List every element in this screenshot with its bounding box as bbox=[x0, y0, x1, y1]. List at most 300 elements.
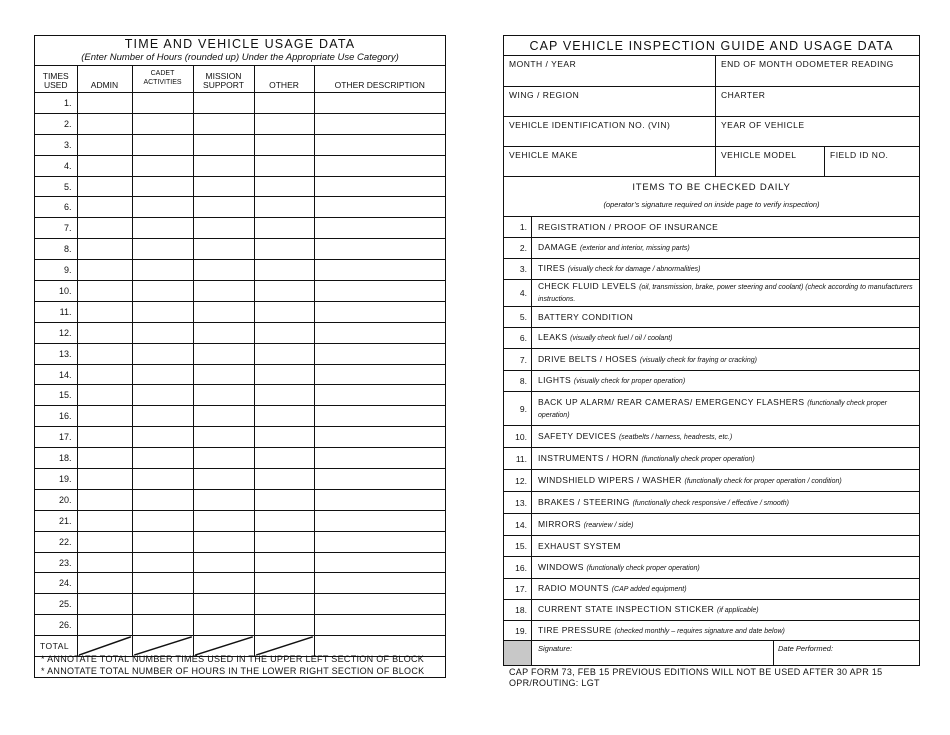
charter-field[interactable]: CHARTER bbox=[715, 87, 919, 116]
usage-table bbox=[35, 65, 445, 657]
usage-row bbox=[35, 155, 445, 176]
other-cell[interactable] bbox=[254, 93, 314, 114]
usage-row bbox=[35, 469, 445, 490]
total-label: TOTAL bbox=[35, 636, 77, 657]
item-text bbox=[538, 238, 913, 258]
mission-cell[interactable] bbox=[193, 322, 254, 343]
admin-cell[interactable] bbox=[77, 155, 132, 176]
other-cell[interactable] bbox=[254, 322, 314, 343]
usage-row bbox=[35, 239, 445, 260]
other-cell[interactable] bbox=[254, 239, 314, 260]
cadet-cell[interactable] bbox=[132, 176, 193, 197]
row-number: 5. bbox=[35, 176, 77, 197]
row-number: 2. bbox=[35, 113, 77, 134]
other-description-cell[interactable] bbox=[314, 239, 445, 260]
cadet-cell[interactable] bbox=[132, 260, 193, 281]
other-cell[interactable] bbox=[254, 406, 314, 427]
item-name: TIRE PRESSURE bbox=[538, 624, 612, 635]
item-text bbox=[538, 259, 913, 279]
usage-row bbox=[35, 510, 445, 531]
admin-cell[interactable] bbox=[77, 176, 132, 197]
item-detail: (if applicable) bbox=[716, 607, 759, 614]
other-description-cell[interactable] bbox=[314, 134, 445, 155]
item-number: 6. bbox=[504, 328, 532, 348]
item-number: 13. bbox=[504, 492, 532, 513]
item-text bbox=[538, 307, 913, 327]
inspection-item bbox=[504, 216, 919, 237]
item-detail: (functionally check proper operation) bbox=[641, 455, 755, 463]
item-detail: (functionally check for proper operation / condition) bbox=[684, 477, 842, 485]
cadet-cell[interactable] bbox=[132, 239, 193, 260]
item-text bbox=[538, 579, 913, 599]
other-cell[interactable] bbox=[254, 531, 314, 552]
header-mission-support: MISSION SUPPORT bbox=[193, 66, 254, 93]
cadet-cell[interactable] bbox=[132, 155, 193, 176]
item-text bbox=[538, 328, 913, 348]
wing-region-field[interactable]: WING / REGION bbox=[509, 90, 580, 100]
mission-cell[interactable] bbox=[193, 489, 254, 510]
admin-cell[interactable] bbox=[77, 239, 132, 260]
item-name: DRIVE BELTS / HOSES bbox=[538, 353, 638, 364]
admin-cell[interactable] bbox=[77, 448, 132, 469]
inspection-item bbox=[504, 327, 919, 348]
other-description-cell[interactable] bbox=[314, 427, 445, 448]
item-detail: (rearview / side) bbox=[583, 521, 634, 529]
mission-cell[interactable] bbox=[193, 301, 254, 322]
other-cell[interactable] bbox=[254, 448, 314, 469]
other-description-cell[interactable] bbox=[314, 448, 445, 469]
cadet-cell[interactable] bbox=[132, 301, 193, 322]
signature-row bbox=[504, 640, 919, 665]
item-text bbox=[538, 217, 913, 237]
inspection-item bbox=[504, 535, 919, 556]
inspection-item bbox=[504, 447, 919, 469]
item-number: 15. bbox=[504, 536, 532, 556]
shaded-cell bbox=[504, 641, 532, 665]
cadet-cell[interactable] bbox=[132, 552, 193, 573]
other-cell[interactable] bbox=[254, 301, 314, 322]
item-number: 11. bbox=[504, 448, 532, 469]
item-detail: (functionally check responsive / effective / smooth) bbox=[632, 499, 789, 507]
item-text bbox=[538, 426, 913, 447]
date-performed-field[interactable]: Date Performed: bbox=[773, 641, 919, 665]
mission-cell[interactable] bbox=[193, 134, 254, 155]
item-text bbox=[538, 392, 913, 425]
admin-cell[interactable] bbox=[77, 134, 132, 155]
time-vehicle-usage-form bbox=[34, 35, 446, 678]
admin-cell[interactable] bbox=[77, 489, 132, 510]
mission-cell[interactable] bbox=[193, 155, 254, 176]
other-cell[interactable] bbox=[254, 427, 314, 448]
admin-cell[interactable] bbox=[77, 594, 132, 615]
inspection-item bbox=[504, 513, 919, 535]
inspection-item bbox=[504, 279, 919, 306]
other-description-cell[interactable] bbox=[314, 93, 445, 114]
mission-cell[interactable] bbox=[193, 427, 254, 448]
item-number: 18. bbox=[504, 600, 532, 620]
item-number: 1. bbox=[504, 217, 532, 237]
usage-row bbox=[35, 281, 445, 302]
header-row-1 bbox=[504, 55, 919, 86]
other-cell[interactable] bbox=[254, 176, 314, 197]
cadet-cell[interactable] bbox=[132, 322, 193, 343]
item-number: 2. bbox=[504, 238, 532, 258]
item-name: BACK UP ALARM/ REAR CAMERAS/ EMERGENCY FLASHERS bbox=[538, 396, 805, 407]
other-cell[interactable] bbox=[254, 218, 314, 239]
item-name: INSTRUMENTS / HORN bbox=[538, 452, 639, 463]
cadet-cell[interactable] bbox=[132, 427, 193, 448]
admin-cell[interactable] bbox=[77, 615, 132, 636]
inspection-item bbox=[504, 425, 919, 447]
daily-checks-title: ITEMS TO BE CHECKED DAILY bbox=[632, 182, 791, 193]
row-number: 19. bbox=[35, 469, 77, 490]
inspection-item bbox=[504, 491, 919, 513]
admin-cell[interactable] bbox=[77, 197, 132, 218]
row-number: 4. bbox=[35, 155, 77, 176]
cadet-cell[interactable] bbox=[132, 615, 193, 636]
other-cell[interactable] bbox=[254, 615, 314, 636]
other-description-cell[interactable] bbox=[314, 594, 445, 615]
other-description-cell[interactable] bbox=[314, 364, 445, 385]
row-number: 26. bbox=[35, 615, 77, 636]
admin-cell[interactable] bbox=[77, 385, 132, 406]
other-description-cell[interactable] bbox=[314, 489, 445, 510]
mission-cell[interactable] bbox=[193, 385, 254, 406]
other-cell[interactable] bbox=[254, 134, 314, 155]
mission-cell[interactable] bbox=[193, 615, 254, 636]
admin-cell[interactable] bbox=[77, 469, 132, 490]
usage-row bbox=[35, 385, 445, 406]
header-admin: ADMIN bbox=[77, 66, 132, 93]
item-name: DAMAGE bbox=[538, 242, 578, 252]
item-detail: (functionally check proper operation) bbox=[586, 564, 700, 572]
usage-row bbox=[35, 406, 445, 427]
note-hours: * ANNOTATE TOTAL NUMBER OF HOURS IN THE LOWER RIGHT SECTION OF BLOCK bbox=[41, 666, 425, 676]
cadet-cell[interactable] bbox=[132, 448, 193, 469]
cadet-cell[interactable] bbox=[132, 531, 193, 552]
other-description-cell[interactable] bbox=[314, 406, 445, 427]
item-name: RADIO MOUNTS bbox=[538, 583, 609, 593]
mission-cell[interactable] bbox=[193, 448, 254, 469]
mission-cell[interactable] bbox=[193, 113, 254, 134]
item-detail: (seatbelts / harness, headrests, etc.) bbox=[618, 433, 733, 441]
other-cell[interactable] bbox=[254, 113, 314, 134]
mission-cell[interactable] bbox=[193, 260, 254, 281]
usage-form-subtitle: (Enter Number of Hours (rounded up) Under the Appropriate Use Category) bbox=[81, 52, 399, 63]
other-description-cell[interactable] bbox=[314, 343, 445, 364]
item-name: WINDSHIELD WIPERS / WASHER bbox=[538, 474, 682, 485]
row-number: 13. bbox=[35, 343, 77, 364]
item-name: SAFETY DEVICES bbox=[538, 430, 617, 441]
row-number: 22. bbox=[35, 531, 77, 552]
header-row-3 bbox=[504, 116, 919, 146]
signature-field[interactable]: Signature: bbox=[538, 644, 573, 653]
row-number: 17. bbox=[35, 427, 77, 448]
mission-cell[interactable] bbox=[193, 469, 254, 490]
mission-cell[interactable] bbox=[193, 343, 254, 364]
header-other: OTHER bbox=[254, 66, 314, 93]
item-number: 5. bbox=[504, 307, 532, 327]
item-number: 10. bbox=[504, 426, 532, 447]
usage-row bbox=[35, 301, 445, 322]
item-name: LIGHTS bbox=[538, 375, 572, 385]
item-name: CURRENT STATE INSPECTION STICKER bbox=[538, 604, 715, 614]
other-description-cell[interactable] bbox=[314, 260, 445, 281]
header-cadet-activities: CADET ACTIVITIES bbox=[132, 66, 193, 93]
admin-cell[interactable] bbox=[77, 322, 132, 343]
row-number: 3. bbox=[35, 134, 77, 155]
other-description-cell[interactable] bbox=[314, 385, 445, 406]
usage-row bbox=[35, 343, 445, 364]
note-times-used: * ANNOTATE TOTAL NUMBER TIMES USED IN THE UPPER LEFT SECTION OF BLOCK bbox=[41, 654, 425, 664]
inspection-form-title: CAP VEHICLE INSPECTION GUIDE AND USAGE DATA bbox=[529, 39, 894, 53]
vehicle-make-field[interactable]: VEHICLE MAKE bbox=[509, 150, 578, 160]
row-number: 15. bbox=[35, 385, 77, 406]
cadet-cell[interactable] bbox=[132, 594, 193, 615]
usage-row bbox=[35, 573, 445, 594]
item-detail: (visually check for proper operation) bbox=[573, 378, 686, 385]
item-name: MIRRORS bbox=[538, 518, 581, 529]
usage-table-header bbox=[35, 66, 445, 93]
inspection-item bbox=[504, 578, 919, 599]
item-number: 14. bbox=[504, 514, 532, 535]
cadet-cell[interactable] bbox=[132, 197, 193, 218]
inspection-item bbox=[504, 391, 919, 425]
usage-row bbox=[35, 448, 445, 469]
item-name: WINDOWS bbox=[538, 561, 584, 572]
row-number: 12. bbox=[35, 322, 77, 343]
row-number: 8. bbox=[35, 239, 77, 260]
inspection-item bbox=[504, 556, 919, 578]
cadet-cell[interactable] bbox=[132, 489, 193, 510]
admin-cell[interactable] bbox=[77, 364, 132, 385]
row-number: 24. bbox=[35, 573, 77, 594]
item-number: 8. bbox=[504, 371, 532, 391]
row-number: 1. bbox=[35, 93, 77, 114]
form-number: CAP FORM 73, FEB 15 PREVIOUS EDITIONS WILL NOT BE USED AFTER 30 APR 15 bbox=[509, 667, 883, 677]
admin-cell[interactable] bbox=[77, 93, 132, 114]
usage-row bbox=[35, 364, 445, 385]
mission-cell[interactable] bbox=[193, 197, 254, 218]
inspection-item bbox=[504, 599, 919, 620]
cadet-cell[interactable] bbox=[132, 93, 193, 114]
mission-cell[interactable] bbox=[193, 176, 254, 197]
usage-row bbox=[35, 134, 445, 155]
inspection-item bbox=[504, 469, 919, 491]
header-times-used: TIMES USED bbox=[35, 66, 77, 93]
item-text bbox=[538, 280, 913, 306]
other-description-cell[interactable] bbox=[314, 176, 445, 197]
mission-cell[interactable] bbox=[193, 93, 254, 114]
inspection-item bbox=[504, 348, 919, 370]
item-name: EXHAUST SYSTEM bbox=[538, 541, 621, 551]
other-description-cell[interactable] bbox=[314, 531, 445, 552]
vehicle-inspection-form bbox=[503, 35, 920, 666]
item-number: 7. bbox=[504, 349, 532, 370]
inspection-item bbox=[504, 370, 919, 391]
other-description-cell[interactable] bbox=[314, 281, 445, 302]
admin-cell[interactable] bbox=[77, 573, 132, 594]
item-text bbox=[538, 621, 913, 640]
other-cell[interactable] bbox=[254, 260, 314, 281]
cadet-cell[interactable] bbox=[132, 469, 193, 490]
cadet-cell[interactable] bbox=[132, 573, 193, 594]
mission-cell[interactable] bbox=[193, 594, 254, 615]
month-year-field[interactable]: MONTH / YEAR bbox=[509, 59, 577, 69]
usage-row bbox=[35, 489, 445, 510]
other-cell[interactable] bbox=[254, 594, 314, 615]
other-cell[interactable] bbox=[254, 573, 314, 594]
inspection-item bbox=[504, 258, 919, 279]
row-number: 25. bbox=[35, 594, 77, 615]
item-number: 19. bbox=[504, 621, 532, 640]
other-description-cell[interactable] bbox=[314, 322, 445, 343]
header-other-description: OTHER DESCRIPTION bbox=[314, 66, 445, 93]
row-number: 6. bbox=[35, 197, 77, 218]
item-text bbox=[538, 536, 913, 556]
mission-cell[interactable] bbox=[193, 281, 254, 302]
cadet-cell[interactable] bbox=[132, 364, 193, 385]
admin-cell[interactable] bbox=[77, 343, 132, 364]
mission-cell[interactable] bbox=[193, 573, 254, 594]
daily-checks-subtitle: (operator’s signature required on inside page to verify inspection) bbox=[603, 200, 820, 209]
item-name: REGISTRATION / PROOF OF INSURANCE bbox=[538, 222, 719, 232]
usage-row bbox=[35, 531, 445, 552]
item-number: 12. bbox=[504, 470, 532, 491]
vehicle-model-field[interactable]: VEHICLE MODEL bbox=[715, 147, 824, 176]
annotation-notes bbox=[41, 653, 424, 677]
usage-form-title: TIME AND VEHICLE USAGE DATA bbox=[124, 37, 356, 51]
row-number: 14. bbox=[35, 364, 77, 385]
other-cell[interactable] bbox=[254, 510, 314, 531]
admin-cell[interactable] bbox=[77, 218, 132, 239]
mission-cell[interactable] bbox=[193, 552, 254, 573]
row-number: 21. bbox=[35, 510, 77, 531]
item-detail: (oil, transmission, brake, power steering and coolant) (check according to manufacturers instructions. bbox=[538, 284, 913, 303]
item-text bbox=[538, 371, 913, 391]
other-cell[interactable] bbox=[254, 364, 314, 385]
item-number: 16. bbox=[504, 557, 532, 578]
item-number: 9. bbox=[504, 392, 532, 425]
inspection-item bbox=[504, 620, 919, 640]
row-number: 20. bbox=[35, 489, 77, 510]
item-name: TIRES bbox=[538, 263, 566, 273]
opr-routing: OPR/ROUTING: LGT bbox=[509, 678, 600, 688]
mission-cell[interactable] bbox=[193, 239, 254, 260]
item-detail: (CAP added equipment) bbox=[611, 586, 687, 593]
cadet-cell[interactable] bbox=[132, 281, 193, 302]
admin-cell[interactable] bbox=[77, 510, 132, 531]
admin-cell[interactable] bbox=[77, 427, 132, 448]
admin-cell[interactable] bbox=[77, 281, 132, 302]
other-cell[interactable] bbox=[254, 552, 314, 573]
usage-row bbox=[35, 197, 445, 218]
usage-row bbox=[35, 176, 445, 197]
other-description-cell[interactable] bbox=[314, 510, 445, 531]
item-name: LEAKS bbox=[538, 332, 568, 342]
other-description-cell[interactable] bbox=[314, 615, 445, 636]
odometer-field[interactable]: END OF MONTH ODOMETER READING bbox=[715, 56, 919, 86]
item-text bbox=[538, 448, 913, 469]
vin-field[interactable]: VEHICLE IDENTIFICATION NO. (VIN) bbox=[509, 120, 671, 130]
usage-row bbox=[35, 552, 445, 573]
item-detail: (checked monthly – requires signature and date below) bbox=[614, 627, 785, 635]
other-cell[interactable] bbox=[254, 489, 314, 510]
other-cell[interactable] bbox=[254, 469, 314, 490]
row-number: 9. bbox=[35, 260, 77, 281]
admin-cell[interactable] bbox=[77, 113, 132, 134]
other-cell[interactable] bbox=[254, 155, 314, 176]
cadet-cell[interactable] bbox=[132, 134, 193, 155]
item-text bbox=[538, 492, 913, 513]
cadet-cell[interactable] bbox=[132, 385, 193, 406]
other-description-cell[interactable] bbox=[314, 552, 445, 573]
item-detail: (visually check for damage / abnormalities) bbox=[567, 266, 701, 273]
admin-cell[interactable] bbox=[77, 406, 132, 427]
item-detail: (functionally check proper operation) bbox=[538, 399, 887, 419]
cadet-cell[interactable] bbox=[132, 113, 193, 134]
mission-cell[interactable] bbox=[193, 364, 254, 385]
row-number: 10. bbox=[35, 281, 77, 302]
usage-row bbox=[35, 594, 445, 615]
item-text bbox=[538, 470, 913, 491]
cadet-cell[interactable] bbox=[132, 406, 193, 427]
item-name: CHECK FLUID LEVELS bbox=[538, 281, 637, 291]
other-description-cell[interactable] bbox=[314, 469, 445, 490]
cadet-cell[interactable] bbox=[132, 510, 193, 531]
header-row-4 bbox=[504, 146, 919, 177]
year-field[interactable]: YEAR OF VEHICLE bbox=[715, 117, 919, 146]
header-row-2 bbox=[504, 86, 919, 116]
field-id-field[interactable]: FIELD ID NO. bbox=[824, 147, 919, 176]
usage-row bbox=[35, 322, 445, 343]
item-text bbox=[538, 514, 913, 535]
item-detail: (visually check fuel / oil / coolant) bbox=[570, 335, 673, 342]
other-description-cell[interactable] bbox=[314, 197, 445, 218]
item-number: 17. bbox=[504, 579, 532, 599]
other-description-cell[interactable] bbox=[314, 301, 445, 322]
item-name: BATTERY CONDITION bbox=[538, 312, 634, 322]
usage-row bbox=[35, 113, 445, 134]
other-description-cell[interactable] bbox=[314, 113, 445, 134]
other-description-cell[interactable] bbox=[314, 218, 445, 239]
admin-cell[interactable] bbox=[77, 260, 132, 281]
usage-row bbox=[35, 218, 445, 239]
other-cell[interactable] bbox=[254, 197, 314, 218]
cadet-cell[interactable] bbox=[132, 218, 193, 239]
inspection-item bbox=[504, 237, 919, 258]
item-number: 3. bbox=[504, 259, 532, 279]
row-number: 7. bbox=[35, 218, 77, 239]
admin-cell[interactable] bbox=[77, 531, 132, 552]
other-description-cell[interactable] bbox=[314, 573, 445, 594]
mission-cell[interactable] bbox=[193, 510, 254, 531]
other-cell[interactable] bbox=[254, 385, 314, 406]
mission-cell[interactable] bbox=[193, 218, 254, 239]
other-description-cell[interactable] bbox=[314, 155, 445, 176]
usage-row bbox=[35, 427, 445, 448]
mission-cell[interactable] bbox=[193, 406, 254, 427]
other-cell[interactable] bbox=[254, 281, 314, 302]
usage-row bbox=[35, 260, 445, 281]
admin-cell[interactable] bbox=[77, 301, 132, 322]
row-number: 11. bbox=[35, 301, 77, 322]
other-cell[interactable] bbox=[254, 343, 314, 364]
usage-row bbox=[35, 93, 445, 114]
cadet-cell[interactable] bbox=[132, 343, 193, 364]
admin-cell[interactable] bbox=[77, 552, 132, 573]
mission-cell[interactable] bbox=[193, 531, 254, 552]
